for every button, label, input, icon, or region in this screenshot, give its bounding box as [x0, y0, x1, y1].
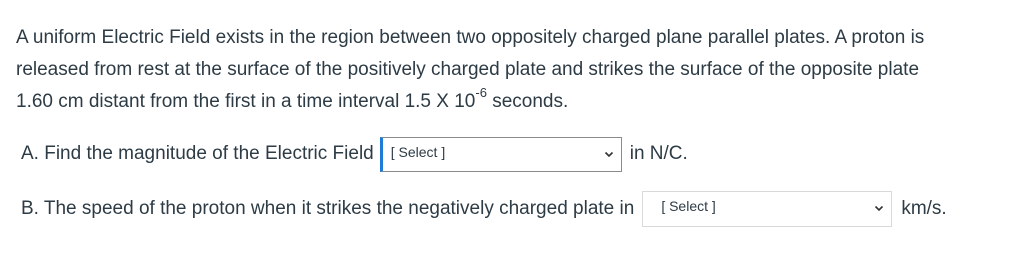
question-line-2: released from rest at the surface of the positively charged plate and strikes the surface of the opposite plate [16, 59, 920, 80]
question-line-1: A uniform Electric Field exists in the region between two oppositely charged plane parallel plates. A proton is [16, 27, 925, 48]
part-a-unit: in N/C. [629, 143, 688, 164]
part-b-label: B. The speed of the proton when it strikes the negatively charged plate in [21, 198, 635, 219]
exponent: -6 [475, 84, 487, 100]
part-a-select-value: [ Select ] [390, 143, 446, 160]
part-b-select-value: [ Select ] [661, 198, 716, 214]
question-text [16, 22, 1016, 118]
chevron-down-icon [874, 203, 884, 213]
part-a-select[interactable] [380, 137, 622, 172]
part-a-label: A. Find the magnitude of the Electric Field [21, 143, 374, 164]
part-b-row [21, 191, 947, 227]
part-b-select[interactable] [642, 191, 892, 227]
part-a-row [21, 136, 688, 172]
question-line-3-end: seconds. [486, 91, 569, 112]
question-line-3 [16, 86, 1016, 118]
question-line-3-text: 1.60 cm distant from the first in a time interval 1.5 X 10 [16, 91, 476, 112]
chevron-down-icon [604, 149, 614, 159]
part-b-unit: km/s. [901, 198, 947, 219]
